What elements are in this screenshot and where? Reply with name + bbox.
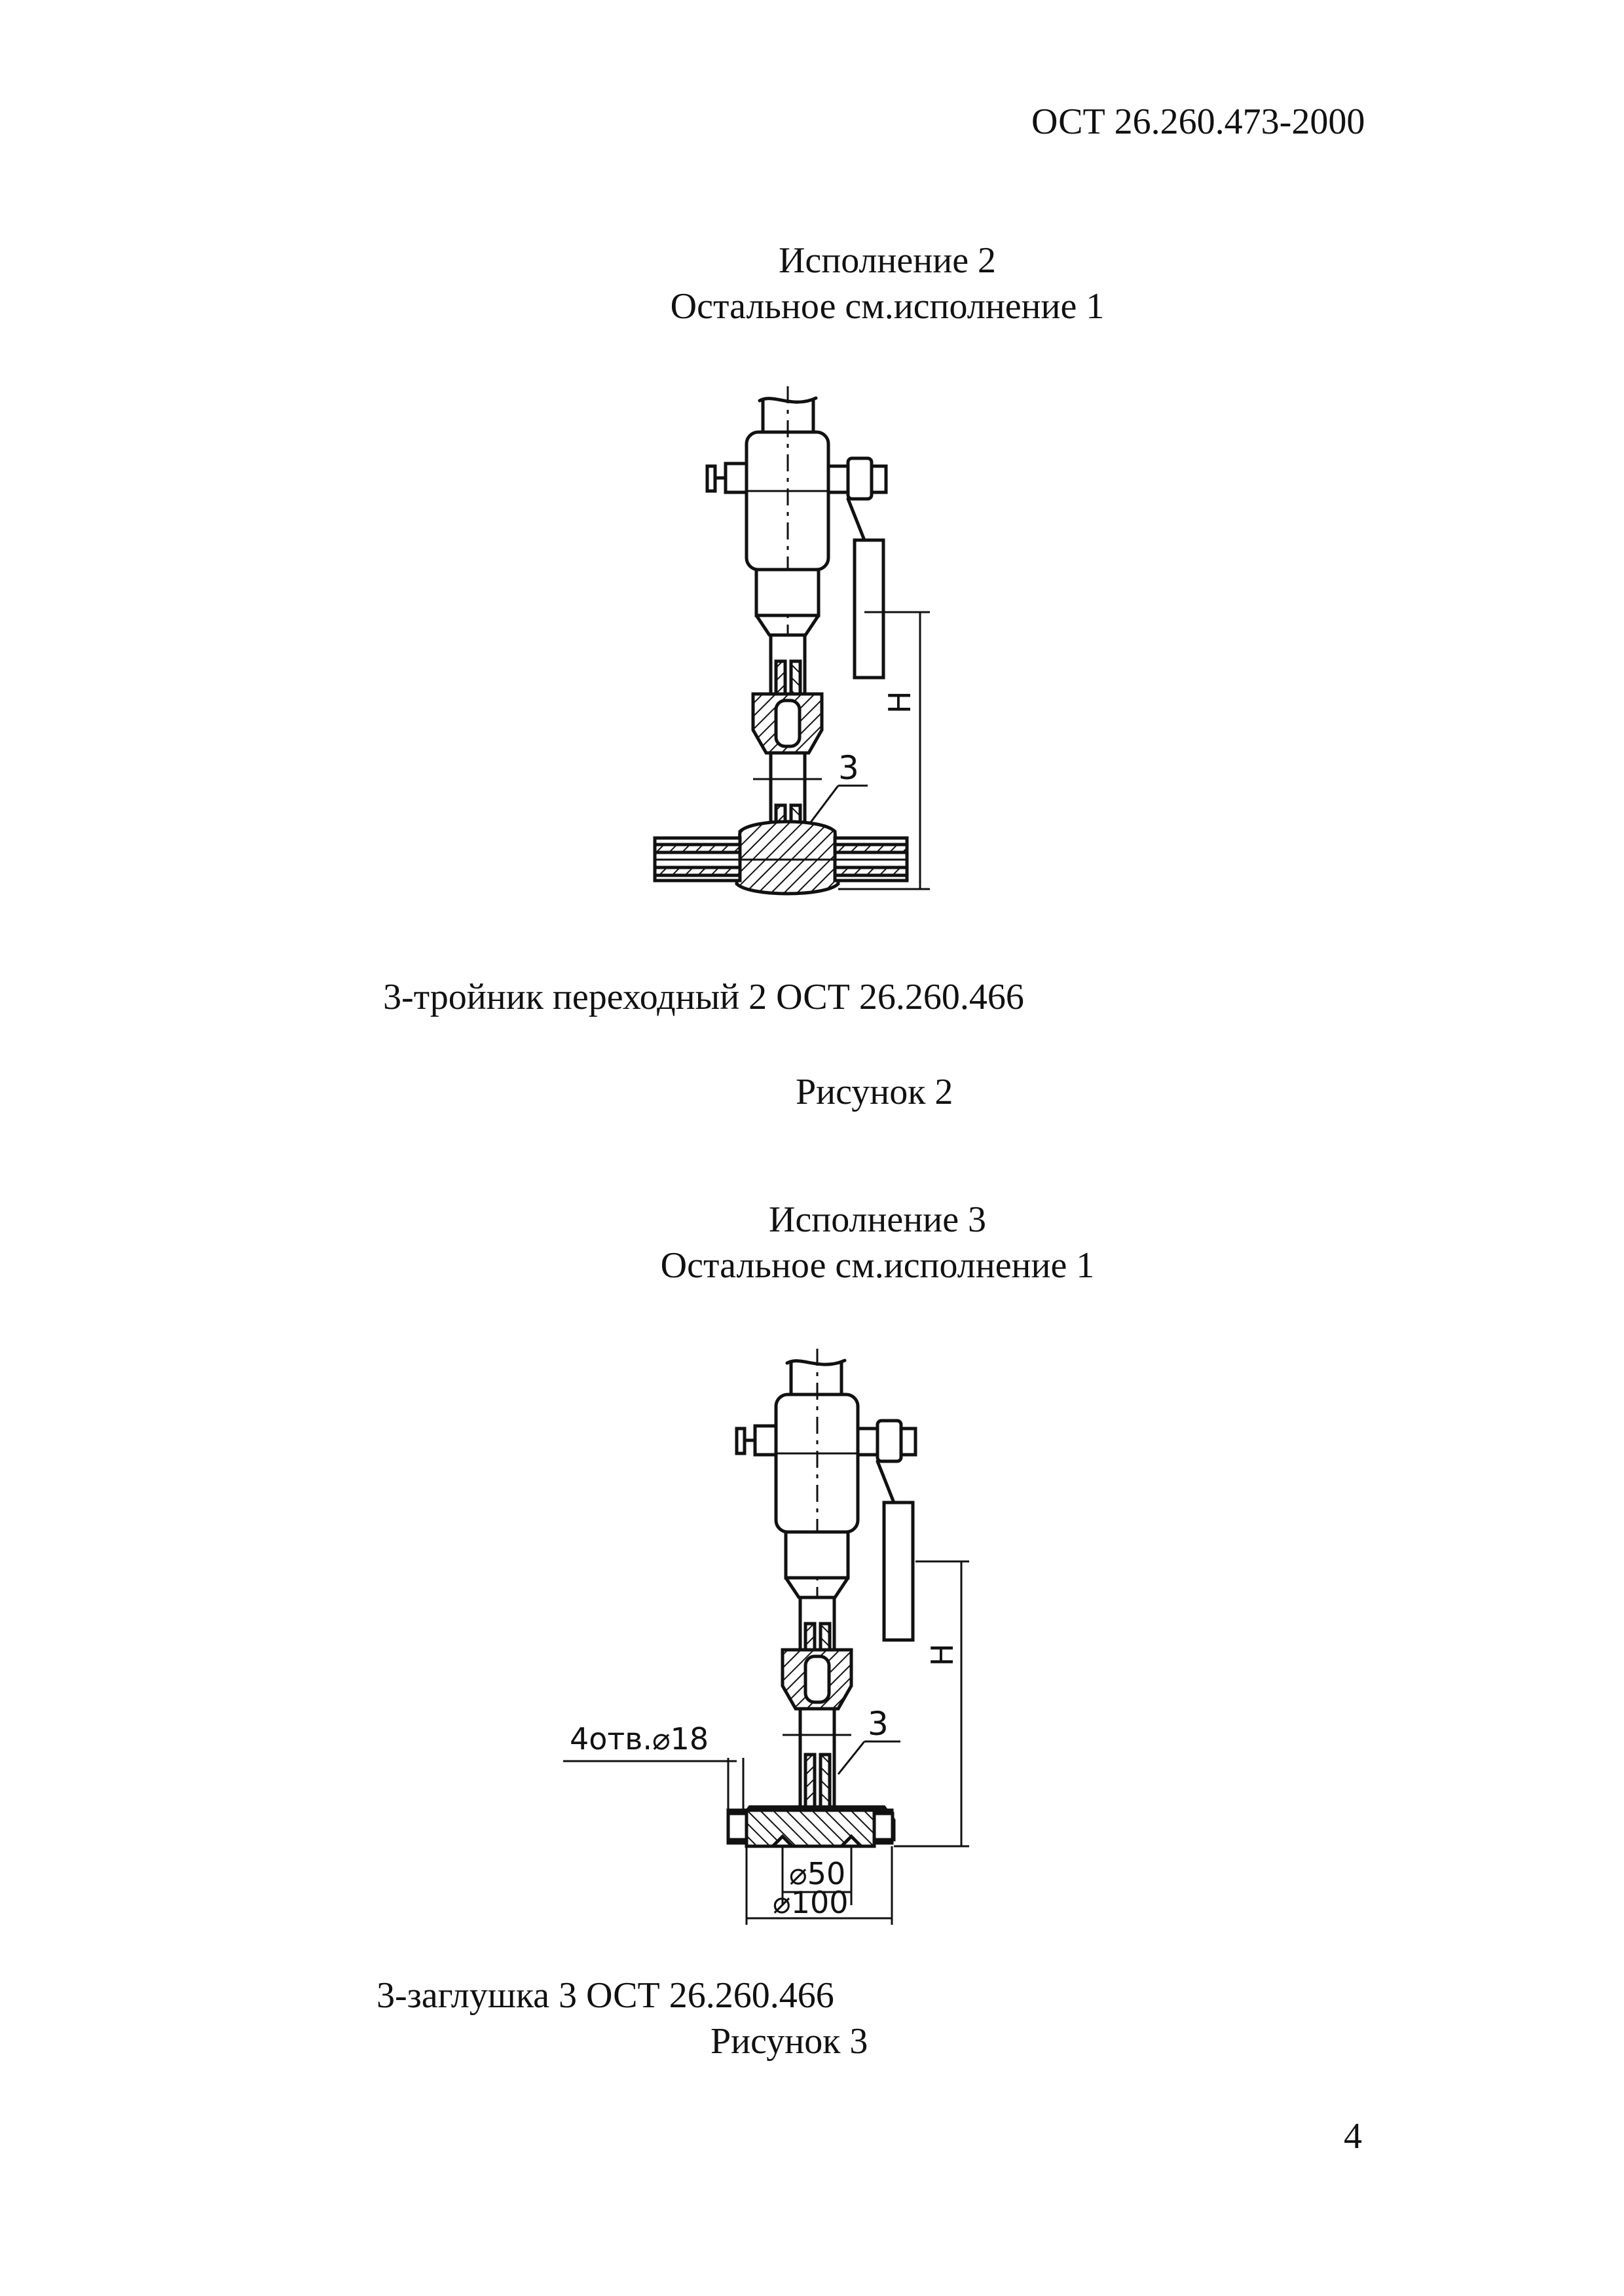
figure3-inner-diameter: ⌀50	[789, 1856, 846, 1891]
figure2-callout: 3	[838, 749, 859, 787]
figure3-title: Исполнение 3	[768, 1199, 987, 1240]
figure3-label: Рисунок 3	[710, 2021, 868, 2062]
document-code: ОСТ 26.260.473-2000	[1031, 101, 1365, 142]
figure3-drawing	[557, 1349, 989, 1925]
figure2-drawing	[642, 386, 969, 903]
figure3-outer-diameter: ⌀100	[773, 1885, 849, 1920]
figure2-label: Рисунок 2	[796, 1072, 953, 1112]
figure2-title: Исполнение 2	[778, 240, 997, 281]
figure3-holes-label: 4отв.⌀18	[570, 1721, 709, 1757]
figure3-subtitle: Остальное см.исполнение 1	[660, 1245, 1095, 1286]
figure3-caption: 3-заглушка 3 ОСТ 26.260.466	[377, 1975, 834, 2016]
figure2-h-dimension: Н	[882, 691, 917, 714]
figure3-callout: 3	[868, 1705, 889, 1743]
page-number: 4	[1344, 2116, 1362, 2157]
figure2-caption: 3-тройник переходный 2 ОСТ 26.260.466	[383, 977, 1024, 1017]
figure2-subtitle: Остальное см.исполнение 1	[670, 286, 1105, 327]
figure3-h-dimension: Н	[925, 1643, 960, 1666]
